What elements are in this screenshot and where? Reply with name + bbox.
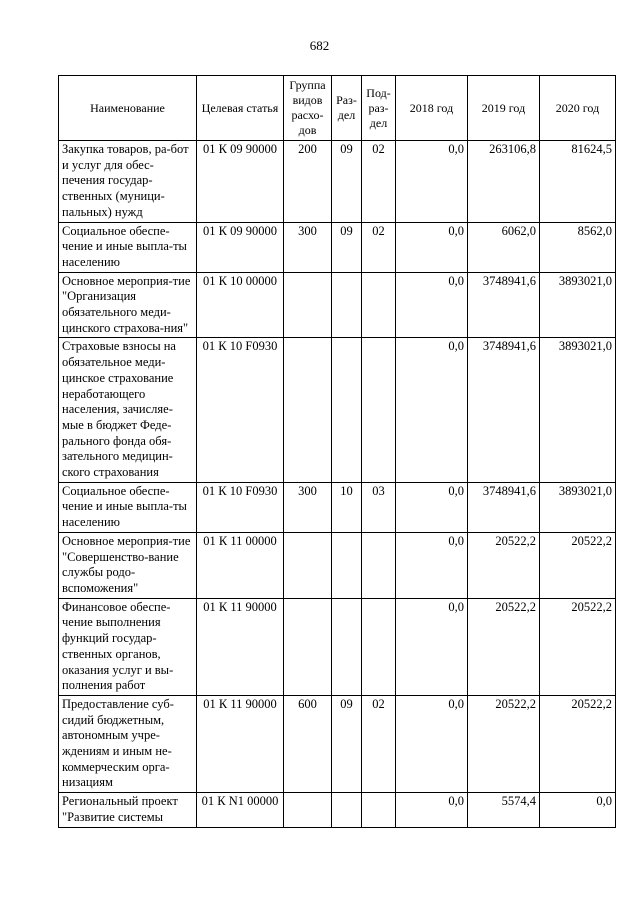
row-subsection — [362, 532, 396, 598]
row-target: 01 К 09 90000 — [197, 141, 284, 223]
row-2018: 0,0 — [396, 482, 468, 532]
row-2018: 0,0 — [396, 532, 468, 598]
row-name: Закупка товаров, ра-бот и услуг для обес-печения государ-ственных (муници-пальных) нужд — [59, 141, 197, 223]
row-subsection — [362, 793, 396, 827]
table-row — [59, 598, 616, 695]
row-subsection: 02 — [362, 222, 396, 272]
row-2020: 3893021,0 — [540, 272, 616, 338]
row-section — [332, 598, 362, 695]
row-section: 10 — [332, 482, 362, 532]
row-group — [284, 338, 332, 482]
row-2018: 0,0 — [396, 141, 468, 223]
row-group: 300 — [284, 222, 332, 272]
row-target: 01 К N1 00000 — [197, 793, 284, 827]
row-target: 01 К 10 F0930 — [197, 482, 284, 532]
table-row — [59, 482, 616, 532]
row-target: 01 К 11 90000 — [197, 695, 284, 792]
row-target: 01 К 11 00000 — [197, 532, 284, 598]
row-2019: 20522,2 — [468, 695, 540, 792]
row-group: 300 — [284, 482, 332, 532]
row-name: Социальное обеспе-чение и иные выпла-ты населению — [59, 482, 197, 532]
row-2020: 3893021,0 — [540, 338, 616, 482]
row-section: 09 — [332, 695, 362, 792]
row-name: Предоставление суб-сидий бюджетным, автономным учре-ждениям и иным не-коммерческим орга-низациям — [59, 695, 197, 792]
row-group — [284, 793, 332, 827]
row-2019: 20522,2 — [468, 532, 540, 598]
table-row — [59, 695, 616, 792]
row-target: 01 К 10 00000 — [197, 272, 284, 338]
row-name: Региональный проект "Развитие системы — [59, 793, 197, 827]
row-group — [284, 532, 332, 598]
row-2019: 5574,4 — [468, 793, 540, 827]
row-subsection — [362, 272, 396, 338]
page-number: 682 — [309, 38, 330, 53]
row-group: 200 — [284, 141, 332, 223]
row-2019: 20522,2 — [468, 598, 540, 695]
row-2018: 0,0 — [396, 272, 468, 338]
table-row — [59, 272, 616, 338]
row-section — [332, 793, 362, 827]
row-name: Основное мероприя-тие "Организация обязательного меди-цинского страхова-ния" — [59, 272, 197, 338]
row-section — [332, 272, 362, 338]
row-target: 01 К 11 90000 — [197, 598, 284, 695]
row-section — [332, 532, 362, 598]
row-2020: 20522,2 — [540, 598, 616, 695]
row-subsection: 02 — [362, 695, 396, 792]
row-name: Финансовое обеспе-чение выполнения функций государ-ственных органов, оказания услуг и вы-полнения работ — [59, 598, 197, 695]
header-2019: 2019 год — [468, 76, 540, 141]
row-section: 09 — [332, 141, 362, 223]
header-row — [59, 76, 616, 141]
row-2020: 8562,0 — [540, 222, 616, 272]
table-row — [59, 532, 616, 598]
row-2019: 3748941,6 — [468, 482, 540, 532]
row-group: 600 — [284, 695, 332, 792]
row-2018: 0,0 — [396, 338, 468, 482]
row-2020: 81624,5 — [540, 141, 616, 223]
row-2020: 0,0 — [540, 793, 616, 827]
row-subsection: 03 — [362, 482, 396, 532]
row-2018: 0,0 — [396, 598, 468, 695]
table-row — [59, 222, 616, 272]
row-2019: 263106,8 — [468, 141, 540, 223]
budget-table — [58, 75, 616, 828]
header-section: Раз-дел — [332, 76, 362, 141]
header-name: Наименование — [59, 76, 197, 141]
row-subsection — [362, 598, 396, 695]
table-row — [59, 338, 616, 482]
header-2020: 2020 год — [540, 76, 616, 141]
row-2020: 20522,2 — [540, 695, 616, 792]
table-row — [59, 793, 616, 827]
row-2018: 0,0 — [396, 695, 468, 792]
row-2019: 3748941,6 — [468, 272, 540, 338]
row-name: Основное мероприя-тие "Совершенство-вание службы родо-вспоможения" — [59, 532, 197, 598]
header-expense-group: Группа видов расхо-дов — [284, 76, 332, 141]
row-2019: 3748941,6 — [468, 338, 540, 482]
row-subsection — [362, 338, 396, 482]
header-subsection: Под-раз-дел — [362, 76, 396, 141]
table-row — [59, 141, 616, 223]
row-target: 01 К 10 F0930 — [197, 338, 284, 482]
row-2020: 3893021,0 — [540, 482, 616, 532]
row-target: 01 К 09 90000 — [197, 222, 284, 272]
row-name: Страховые взносы на обязательное меди-цинское страхование неработающего населения, зачисляе-мые в бюджет Феде-рального фонда обя-зательного медицин-ского страхования — [59, 338, 197, 482]
header-target-article: Целевая статья — [197, 76, 284, 141]
header-2018: 2018 год — [396, 76, 468, 141]
row-subsection: 02 — [362, 141, 396, 223]
row-2018: 0,0 — [396, 222, 468, 272]
row-group — [284, 272, 332, 338]
row-group — [284, 598, 332, 695]
row-section — [332, 338, 362, 482]
row-name: Социальное обеспе-чение и иные выпла-ты населению — [59, 222, 197, 272]
row-section: 09 — [332, 222, 362, 272]
row-2018: 0,0 — [396, 793, 468, 827]
row-2020: 20522,2 — [540, 532, 616, 598]
row-2019: 6062,0 — [468, 222, 540, 272]
